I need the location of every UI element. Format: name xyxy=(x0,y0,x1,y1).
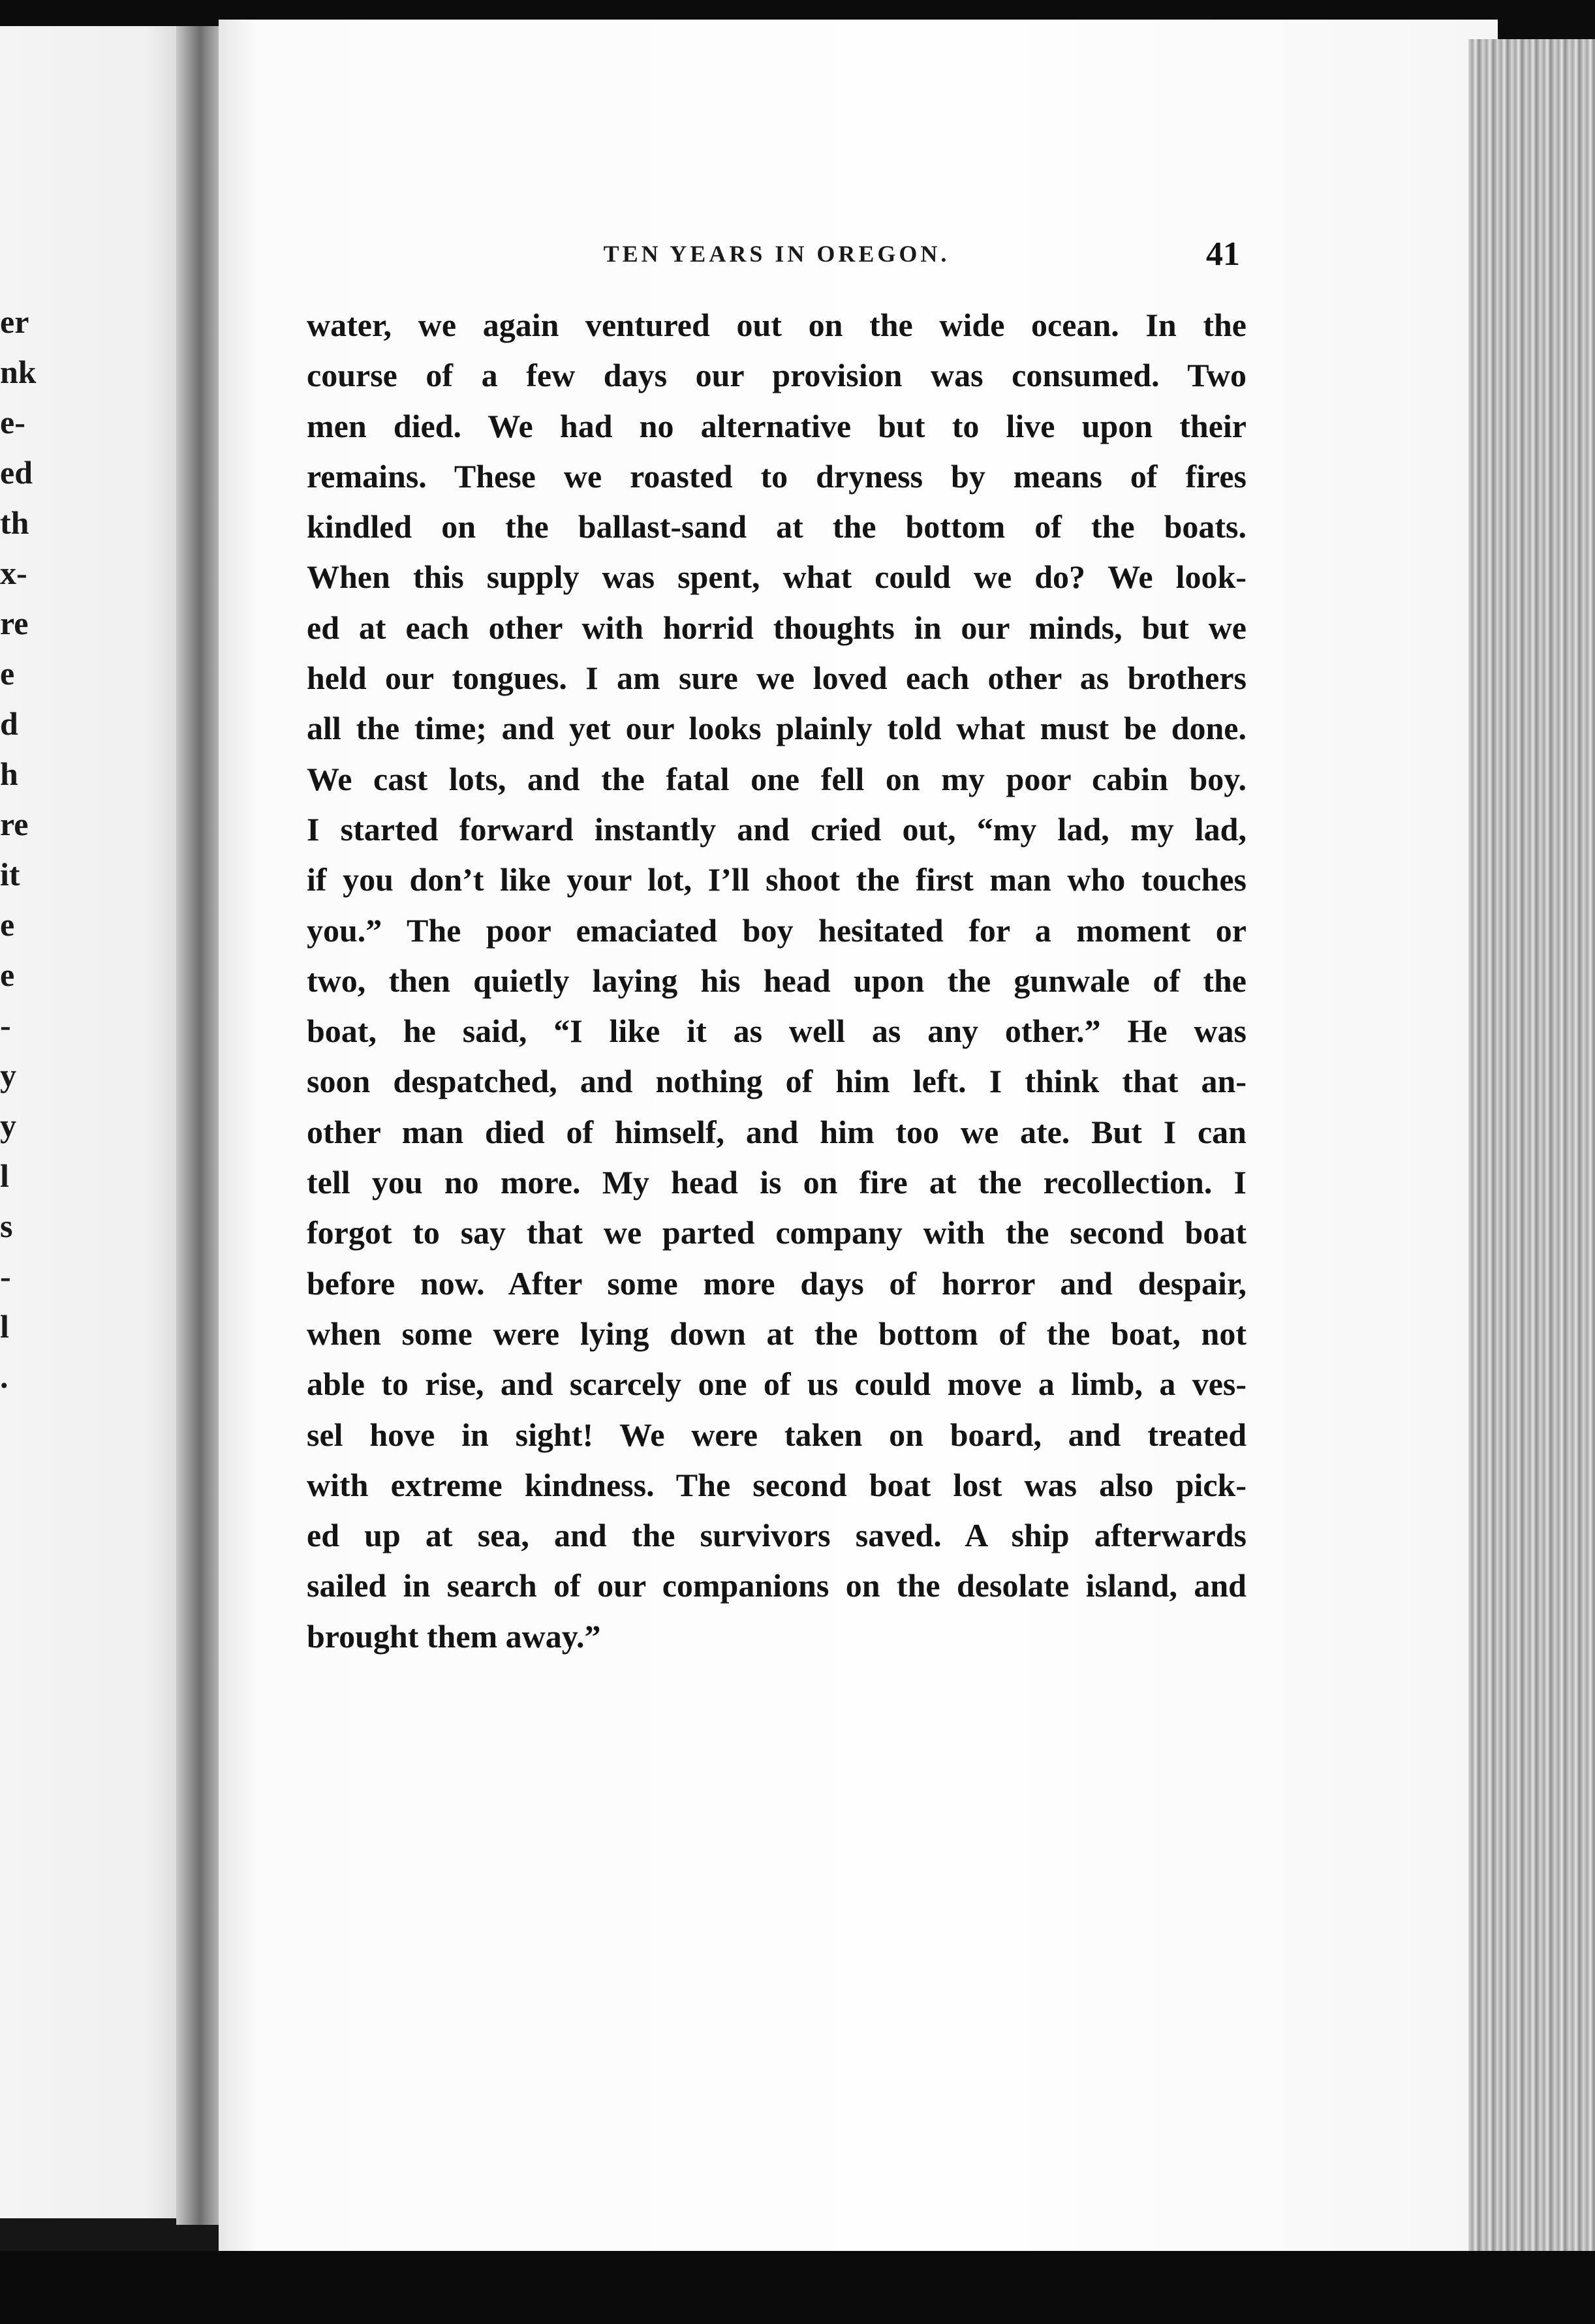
left-page-fragment: e xyxy=(0,655,15,692)
text-line: brought them away.” xyxy=(307,1617,601,1655)
left-page-fragment: re xyxy=(0,605,29,641)
text-line: other man died of himself, and him too we ate. But I can xyxy=(307,1113,1247,1150)
left-page-text-fragments xyxy=(0,297,72,1402)
text-line: two, then quietly laying his head upon the gunwale of the xyxy=(307,962,1247,999)
left-page-fragment: l xyxy=(0,1308,9,1345)
text-line: water, we again ventured out on the wide ocean. In the xyxy=(307,307,1247,343)
text-line: before now. After some more days of horror and despair, xyxy=(307,1264,1247,1302)
left-page-fragment: re xyxy=(0,806,29,842)
left-page-fragment: x- xyxy=(0,555,27,591)
left-page-fragment: ed xyxy=(0,454,33,491)
text-line: ed up at sea, and the survivors saved. A ship afterwards xyxy=(307,1517,1247,1554)
left-page-fragment: e- xyxy=(0,404,25,440)
text-line: kindled on the ballast-sand at the bottom of the boats. xyxy=(307,508,1247,545)
text-line: soon despatched, and nothing of him left. I think that an- xyxy=(307,1063,1247,1100)
text-line: if you don’t like your lot, I’ll shoot the first man who touches xyxy=(307,861,1247,898)
scan-bottom-margin xyxy=(0,2251,1595,2324)
text-line: tell you no more. My head is on fire at the recollection. I xyxy=(307,1164,1247,1201)
left-page-fragment: er xyxy=(0,303,29,340)
text-line: men died. We had no alternative but to live upon their xyxy=(307,407,1247,444)
text-line: when some were lying down at the bottom of the boat, not xyxy=(307,1315,1247,1352)
left-page-fragment: e xyxy=(0,956,15,993)
left-page-fragment: . xyxy=(0,1358,8,1395)
text-line: We cast lots, and the fatal one fell on my poor cabin boy. xyxy=(307,760,1247,797)
text-line: with extreme kindness. The second boat lost was also pick- xyxy=(307,1466,1247,1503)
text-line: held our tongues. I am sure we loved each other as brothers xyxy=(307,660,1247,697)
page-header xyxy=(313,235,1240,281)
running-title: TEN YEARS IN OREGON. xyxy=(603,241,950,267)
left-page-fragment: s xyxy=(0,1208,13,1244)
left-page-fragment: th xyxy=(0,504,29,541)
left-page-fragment: y xyxy=(0,1107,16,1144)
left-page-fragment: l xyxy=(0,1157,9,1194)
text-line: all the time; and yet our looks plainly told what must be done. xyxy=(307,710,1247,747)
left-page-fragment: h xyxy=(0,756,18,792)
text-line: remains. These we roasted to dryness by means of fires xyxy=(307,457,1247,495)
text-line: sel hove in sight! We were taken on board, and treated xyxy=(307,1416,1247,1453)
left-page-fragment: - xyxy=(0,1258,11,1294)
left-page-fragment: e xyxy=(0,906,15,943)
left-page-fragment: y xyxy=(0,1057,16,1093)
text-line: you.” The poor emaciated boy hesitated for a moment or xyxy=(307,911,1247,949)
left-page-fragment: it xyxy=(0,856,20,893)
text-line: boat, he said, “I like it as well as any other.” He was xyxy=(307,1013,1247,1050)
page-edges xyxy=(1468,39,1595,2270)
text-line: When this supply was spent, what could we do? We look- xyxy=(307,558,1247,596)
left-page-fragment: - xyxy=(0,1007,11,1043)
text-line: able to rise, and scarcely one of us could move a limb, a ves- xyxy=(307,1366,1247,1403)
text-line: sailed in search of our companions on the desolate island, and xyxy=(307,1567,1247,1604)
body-text xyxy=(307,300,1247,1662)
left-page-fragment: nk xyxy=(0,354,37,390)
text-line: forgot to say that we parted company with the second boat xyxy=(307,1214,1247,1251)
text-line: course of a few days our provision was consumed. Two xyxy=(307,357,1247,394)
left-page-fragment: d xyxy=(0,705,18,742)
text-line: ed at each other with horrid thoughts in our minds, but we xyxy=(307,609,1247,646)
page-number: 41 xyxy=(1206,236,1240,273)
text-line: I started forward instantly and cried out, “my lad, my lad, xyxy=(307,810,1247,848)
